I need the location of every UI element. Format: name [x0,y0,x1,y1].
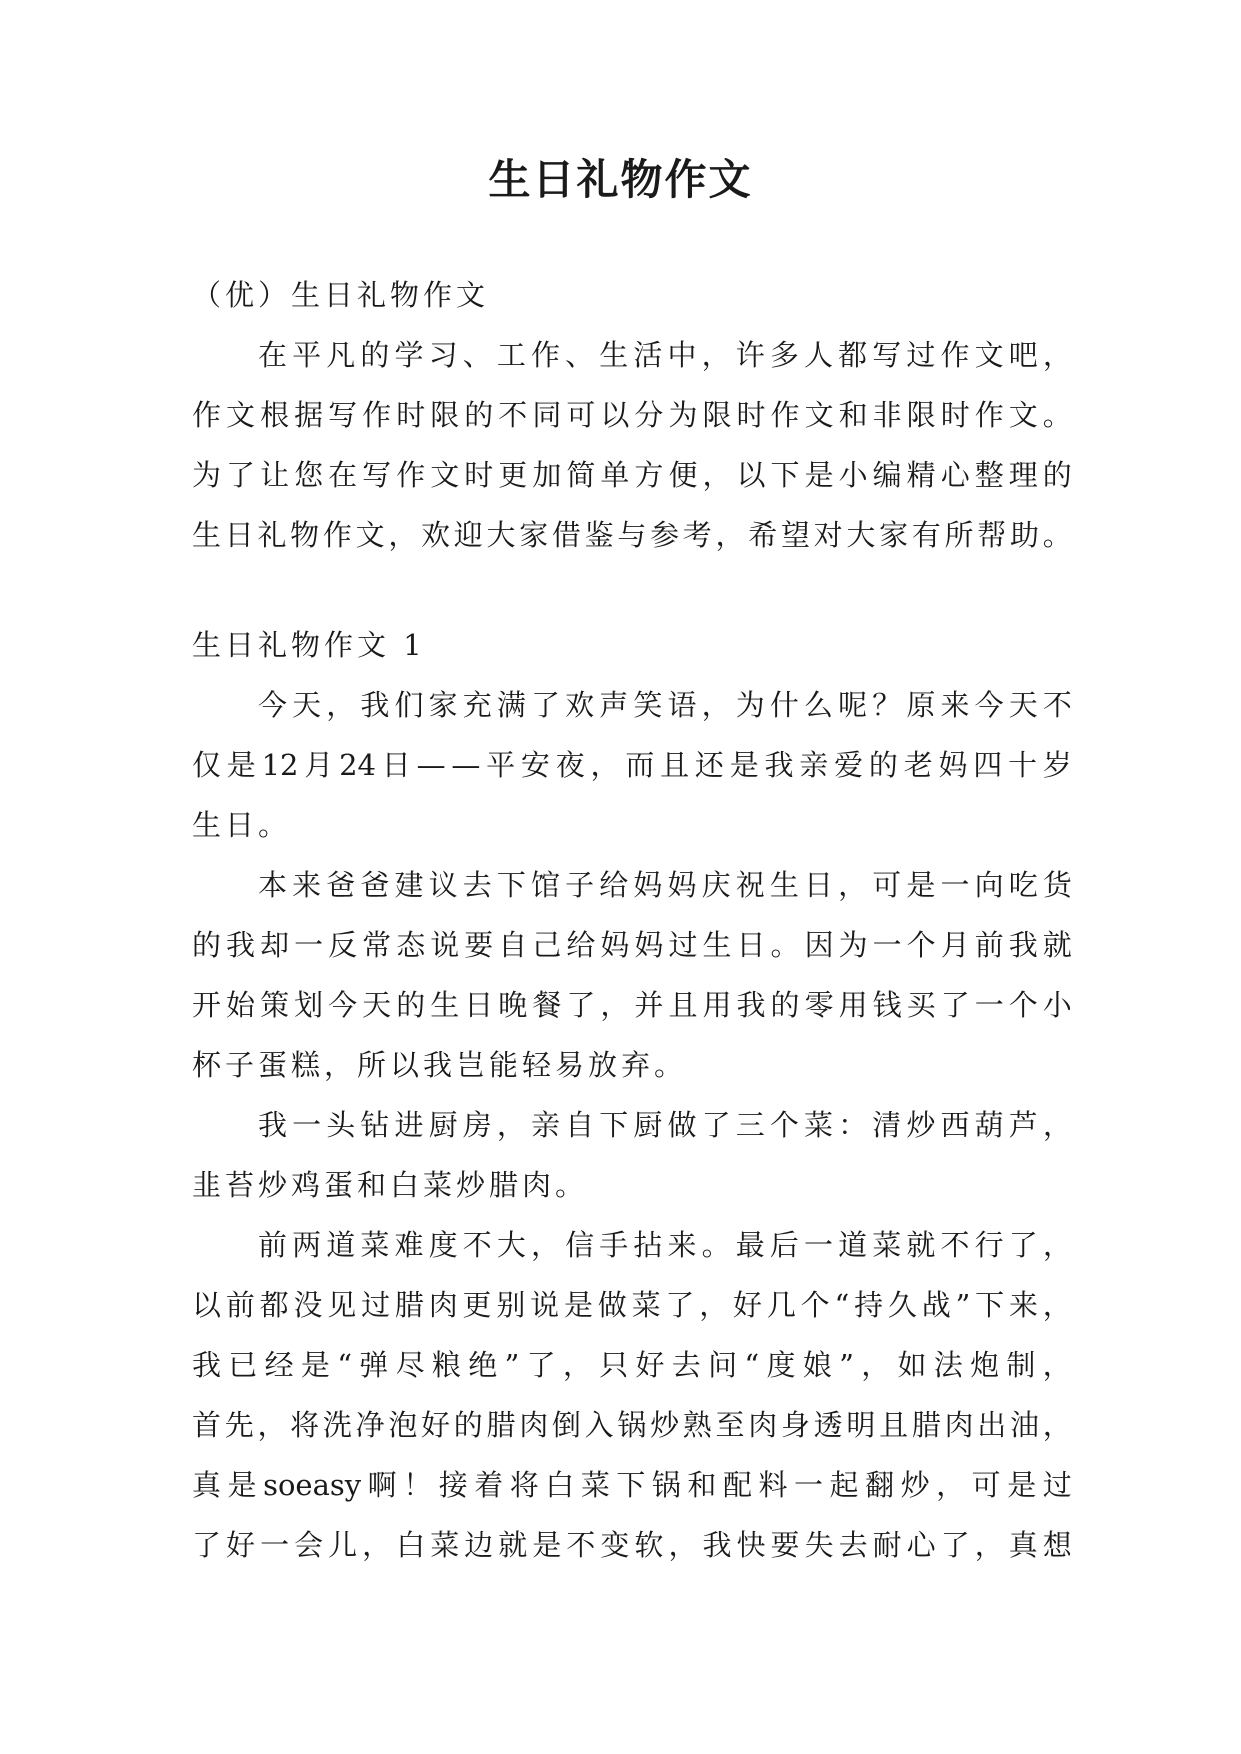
paragraph-line: 前 两 道 菜 难 度 不 大 ， 信 手 拈 来 。 最 后 一 道 菜 就 不 行 了 ， [258,1228,1072,1262]
paragraph-line: 生日。 [192,808,292,842]
paragraph-line: 在 平 凡 的 学 习 、 工 作 、 生 活 中 ， 许 多 人 都 写 过 作 文 吧 ， [258,338,1072,372]
paragraph-line: （优）生日礼物作文 [192,278,490,312]
paragraph-line: 真 是 soeasy 啊 ！ 接 着 将 白 菜 下 锅 和 配 料 一 起 翻 炒 ， 可 是 过 [192,1468,1072,1502]
paragraph-line: 生日礼物作文 1 [192,628,426,662]
paragraph-line: 以 前 都 没 见 过 腊 肉 更 别 说 是 做 菜 了 ， 好 几 个 “ 持 久 战 ” 下 来 ， [192,1288,1072,1322]
paragraph-line: 我 一 头 钻 进 厨 房 ， 亲 自 下 厨 做 了 三 个 菜 ： 清 炒 西 葫 芦 ， [258,1108,1072,1142]
paragraph-line: 首 先 ， 将 洗 净 泡 好 的 腊 肉 倒 入 锅 炒 熟 至 肉 身 透 明 且 腊 肉 出 油 ， [192,1408,1072,1442]
paragraph-line: 作 文 根 据 写 作 时 限 的 不 同 可 以 分 为 限 时 作 文 和 非 限 时 作 文 。 [192,398,1072,432]
paragraph-line: 开 始 策 划 今 天 的 生 日 晚 餐 了 ， 并 且 用 我 的 零 用 钱 买 了 一 个 小 [192,988,1072,1022]
paragraph-line: 为 了 让 您 在 写 作 文 时 更 加 简 单 方 便 ， 以 下 是 小 编 精 心 整 理 的 [192,458,1072,492]
paragraph-line: 本 来 爸 爸 建 议 去 下 馆 子 给 妈 妈 庆 祝 生 日 ， 可 是 一 向 吃 货 [258,868,1072,902]
document-title: 生日礼物作文 [488,155,753,204]
paragraph-line: 生 日 礼 物 作 文 ， 欢 迎 大 家 借 鉴 与 参 考 ， 希 望 对 大 家 有 所 帮 助 。 [192,518,1072,552]
paragraph-line: 仅 是 12 月 24 日 — — 平 安 夜 ， 而 且 还 是 我 亲 爱 的 老 妈 四 十 岁 [192,748,1072,782]
paragraph-line: 的 我 却 一 反 常 态 说 要 自 己 给 妈 妈 过 生 日 。 因 为 一 个 月 前 我 就 [192,928,1072,962]
paragraph-line: 韭苔炒鸡蛋和白菜炒腊肉。 [192,1168,589,1202]
paragraph-line: 我 已 经 是 “ 弹 尽 粮 绝 ” 了 ， 只 好 去 问 “ 度 娘 ” ， 如 法 炮 制 ， [192,1348,1072,1382]
paragraph-line: 今 天 ， 我 们 家 充 满 了 欢 声 笑 语 ， 为 什 么 呢 ？ 原 来 今 天 不 [258,688,1072,722]
paragraph-line: 了 好 一 会 儿 ， 白 菜 边 就 是 不 变 软 ， 我 快 要 失 去 耐 心 了 ， 真 想 [192,1528,1072,1562]
paragraph-line: 杯子蛋糕，所以我岂能轻易放弃。 [192,1048,688,1082]
